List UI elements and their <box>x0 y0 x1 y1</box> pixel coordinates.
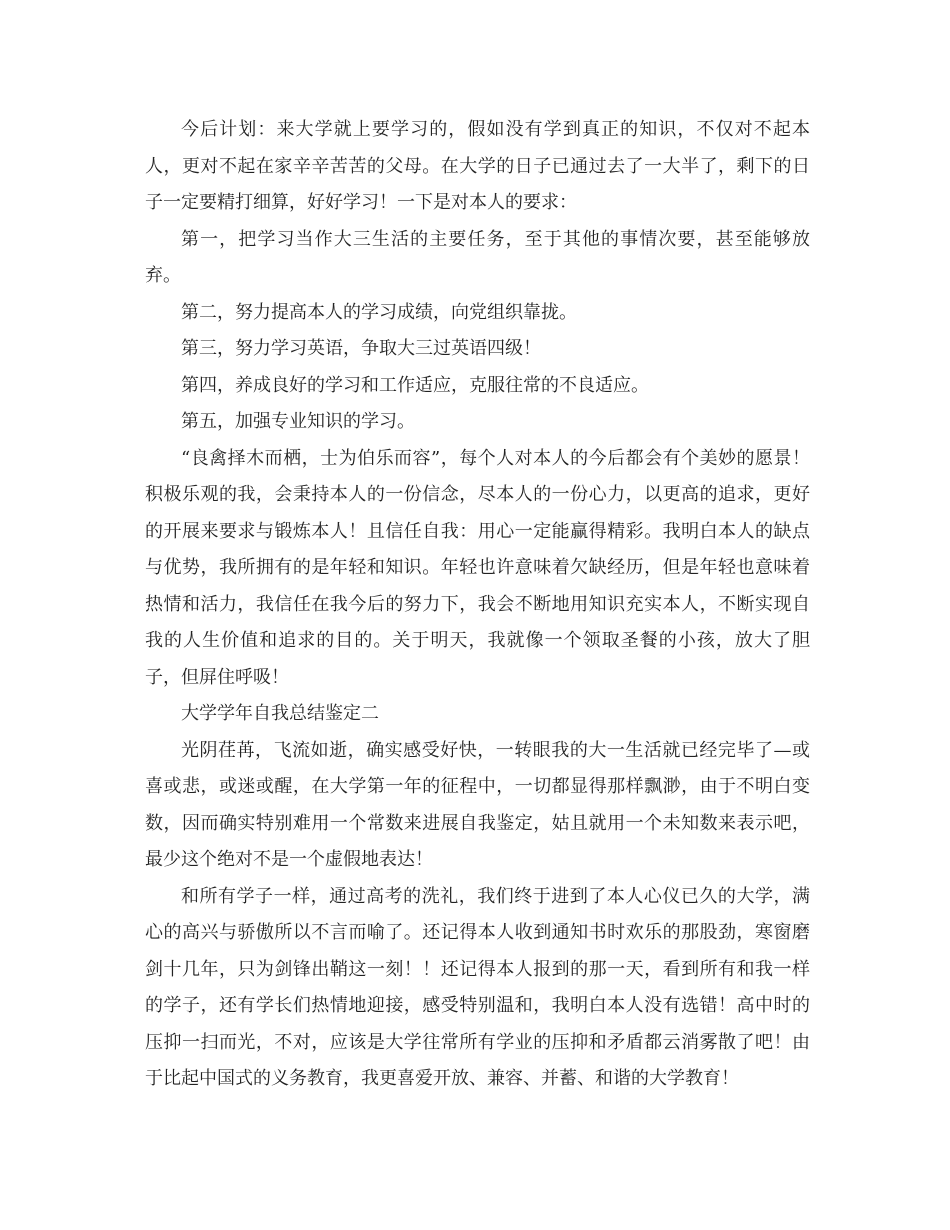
paragraph-first-goal: 第一，把学习当作大三生活的主要任务，至于其他的事情次要，甚至能够放弃。 <box>145 228 810 286</box>
paragraph-first-year: 光阴荏苒，飞流如逝，确实感受好快，一转眼我的大一生活就已经完毕了—或喜或悲，或迷或醒，在大学第一年的征程中，一切都显得那样飘渺，由于不明白变数，因而确实特别难用一个常数来进展自我鉴定，姑且就用一个未知数来表示吧，最少这个绝对不是一个虚假地表达！ <box>145 739 810 870</box>
section-heading: 大学学年自我总结鉴定二 <box>181 703 379 724</box>
document-page <box>145 112 810 1098</box>
paragraph-future-plan: 今后计划：来大学就上要学习的，假如没有学到真正的知识，不仅对不起本人，更对不起在家辛辛苦苦的父母。在大学的日子已通过去了一大半了，剩下的日子一定要精打细算，好好学习！一下是对本人的要求： <box>145 119 810 213</box>
paragraph-college-entry: 和所有学子一样，通过高考的洗礼，我们终于进到了本人心仪已久的大学，满心的高兴与骄傲所以不言而喻了。还记得本人收到通知书时欢乐的那股劲，寒窗磨剑十几年，只为剑锋出鞘这一刻！！还记得本人报到的那一天，看到所有和我一样的学子，还有学长们热情地迎接，感受特别温和，我明白本人没有选错！高中时的压抑一扫而光，不对，应该是大学往常所有学业的压抑和矛盾都云消雾散了吧！由于比起中国式的义务教育，我更喜爱开放、兼容、并蓄、和谐的大学教育！ <box>145 885 810 1089</box>
paragraph-vision: “良禽择木而栖，士为伯乐而容”，每个人对本人的今后都会有个美妙的愿景！积极乐观的我，会秉持本人的一份信念，尽本人的一份心力，以更高的追求，更好的开展来要求与锻炼本人！且信任自我：用心一定能赢得精彩。我明白本人的缺点与优势，我所拥有的是年轻和知识。年轻也许意味着欠缺经历，但是年轻也意味着热情和活力，我信任在我今后的努力下，我会不断地用知识充实本人，不断实现自我的人生价值和追求的目的。关于明天，我就像一个领取圣餐的小孩，放大了胆子，但屏住呼吸！ <box>145 447 810 688</box>
paragraph-third-goal: 第三，努力学习英语，争取大三过英语四级！ <box>181 338 541 359</box>
paragraph-fourth-goal: 第四，养成良好的学习和工作适应，克服往常的不良适应。 <box>181 374 649 396</box>
paragraph-fifth-goal: 第五，加强专业知识的学习。 <box>181 411 415 432</box>
paragraph-second-goal: 第二，努力提高本人的学习成绩，向党组织靠拢。 <box>181 301 577 323</box>
